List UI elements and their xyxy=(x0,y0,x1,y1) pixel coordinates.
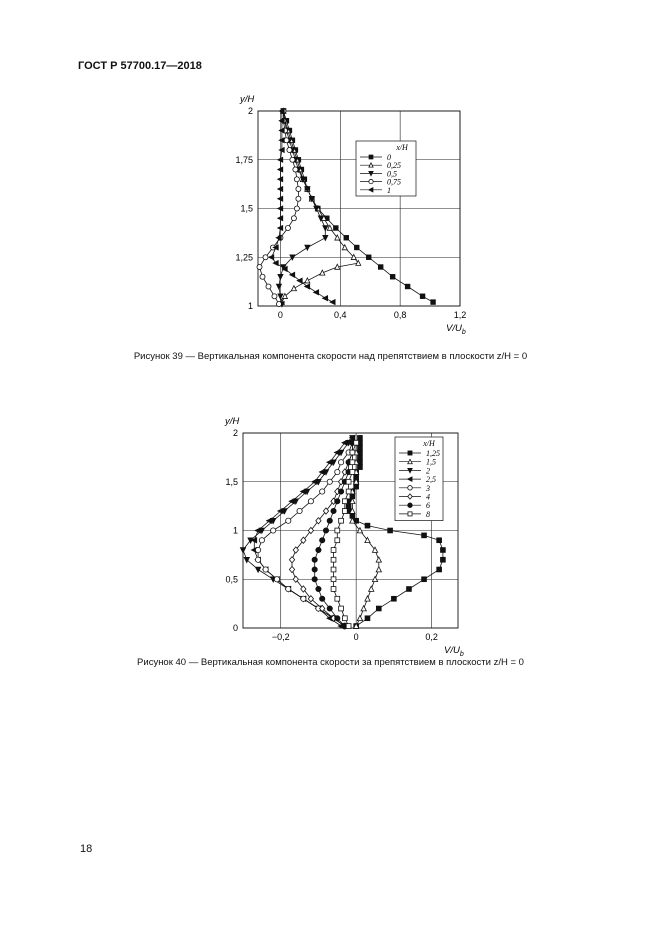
data-point xyxy=(357,615,362,620)
legend-entry: 4 xyxy=(426,492,430,502)
data-point xyxy=(305,245,310,250)
x-tick-label: 0,8 xyxy=(393,310,407,320)
data-point xyxy=(346,504,351,509)
legend-title: x/H xyxy=(423,439,435,448)
y-tick-label: 1,25 xyxy=(235,252,253,263)
y-tick-label: 0,5 xyxy=(225,574,238,585)
data-point xyxy=(334,226,339,231)
data-point xyxy=(289,557,294,563)
y-tick-label: 0 xyxy=(232,623,238,633)
legend-entry: 6 xyxy=(426,501,430,511)
legend-entry: 1,25 xyxy=(426,449,440,458)
data-point xyxy=(369,586,374,591)
data-point xyxy=(286,586,291,591)
data-point xyxy=(312,557,317,562)
data-point xyxy=(335,499,340,504)
data-point xyxy=(312,567,317,572)
x-tick-label: 0,4 xyxy=(334,310,347,320)
data-point xyxy=(335,469,340,474)
data-point xyxy=(278,274,283,279)
data-point xyxy=(376,557,381,562)
x-tick-label: 0 xyxy=(353,632,359,642)
data-point xyxy=(320,538,325,543)
legend-entry: 8 xyxy=(426,509,430,519)
data-point xyxy=(346,479,351,484)
data-point xyxy=(293,167,298,172)
data-point xyxy=(335,538,340,543)
legend-entry: 0,25 xyxy=(387,161,401,171)
data-point xyxy=(320,596,325,601)
y-tick-label: 1,5 xyxy=(225,476,238,487)
data-point xyxy=(365,523,370,528)
data-point xyxy=(330,300,335,305)
data-point xyxy=(338,489,343,494)
data-point xyxy=(320,489,325,494)
data-point xyxy=(290,157,295,162)
y-tick-label: 1 xyxy=(232,525,238,536)
data-point xyxy=(335,528,340,533)
data-point xyxy=(331,577,336,582)
x-tick-label: 0,2 xyxy=(425,632,438,642)
data-point xyxy=(308,499,313,504)
data-point xyxy=(342,509,347,514)
legend xyxy=(356,141,416,196)
data-point xyxy=(294,177,299,182)
data-point xyxy=(260,274,265,279)
x-tick-label: 1,2 xyxy=(453,310,467,320)
data-point xyxy=(240,548,245,553)
data-point xyxy=(327,518,332,523)
series-0 xyxy=(281,109,435,305)
data-point xyxy=(285,225,290,230)
legend-marker xyxy=(408,512,412,516)
data-point xyxy=(342,499,347,504)
data-point xyxy=(350,470,355,475)
legend-entry: 0,5 xyxy=(387,169,397,179)
series-1-5 xyxy=(350,440,382,629)
data-point xyxy=(366,255,371,260)
data-point xyxy=(407,587,412,592)
data-point xyxy=(297,508,302,513)
data-point xyxy=(335,596,340,601)
data-point xyxy=(331,587,336,592)
data-point xyxy=(358,445,363,450)
data-point xyxy=(339,518,344,523)
figure-40-caption: Рисунок 40 — Вертикальная компонента скорости за препятствием в плоскости z/H = 0 xyxy=(137,657,524,668)
data-point xyxy=(327,606,332,611)
data-point xyxy=(319,469,324,474)
data-point xyxy=(334,450,339,455)
chart-2 xyxy=(224,416,464,658)
legend-entry: 2,5 xyxy=(426,475,436,485)
data-point xyxy=(269,255,274,260)
data-point xyxy=(291,216,296,221)
data-point xyxy=(263,567,268,572)
data-point xyxy=(391,596,396,601)
y-tick-label: 2 xyxy=(232,428,238,438)
data-point xyxy=(335,616,340,621)
page-number: 18 xyxy=(80,843,93,855)
data-point xyxy=(287,147,292,152)
data-point xyxy=(422,533,427,538)
document-header: ГОСТ Р 57700.17—2018 xyxy=(78,60,202,72)
data-point xyxy=(339,606,344,611)
series-6 xyxy=(312,440,355,629)
data-point xyxy=(296,196,301,201)
x-axis-label: $V/U_b$ xyxy=(446,323,466,336)
data-point xyxy=(354,440,359,445)
legend-entry: 3 xyxy=(426,483,430,493)
data-point xyxy=(327,460,332,465)
data-point xyxy=(263,255,268,260)
x-tick-label: 0 xyxy=(277,310,283,320)
data-point xyxy=(420,294,425,299)
data-point xyxy=(358,465,363,470)
legend-entry: 2 xyxy=(426,466,430,476)
data-point xyxy=(405,284,410,289)
data-point xyxy=(378,265,383,270)
data-point xyxy=(316,586,321,591)
data-point xyxy=(323,235,328,240)
data-point xyxy=(312,577,317,582)
legend xyxy=(395,437,443,521)
data-point xyxy=(346,624,351,629)
data-point xyxy=(276,302,281,307)
data-point xyxy=(350,460,355,465)
y-tick-label: 1,75 xyxy=(235,154,253,165)
data-point xyxy=(344,235,349,240)
chart-1 xyxy=(235,94,466,336)
data-point xyxy=(437,567,442,572)
data-point xyxy=(358,435,363,440)
data-point xyxy=(320,270,325,275)
data-point xyxy=(296,186,301,191)
data-point xyxy=(431,300,436,305)
data-point xyxy=(274,577,279,582)
data-point xyxy=(361,606,366,611)
data-point xyxy=(255,557,260,562)
data-point xyxy=(255,547,260,552)
data-point xyxy=(291,286,296,291)
legend-entry: 0,75 xyxy=(387,177,401,187)
data-point xyxy=(388,528,393,533)
data-point xyxy=(259,538,264,543)
y-tick-label: 2 xyxy=(247,106,253,116)
data-point xyxy=(327,479,332,484)
series-line xyxy=(283,111,433,302)
data-point xyxy=(422,577,427,582)
data-point xyxy=(266,284,271,289)
data-point xyxy=(272,294,277,299)
figure-39-caption: Рисунок 39 — Вертикальная компонента скорости над препятствием в плоскости z/H = 0 xyxy=(133,351,528,362)
x-axis-label: $V/U_b$ xyxy=(444,645,464,658)
y-axis-label: y/H xyxy=(240,94,255,105)
data-point xyxy=(289,566,294,572)
data-point xyxy=(390,274,395,279)
data-point xyxy=(257,264,262,269)
legend-marker xyxy=(369,155,373,159)
y-tick-label: 1,5 xyxy=(240,203,253,214)
data-point xyxy=(365,616,370,621)
data-point xyxy=(271,528,276,533)
data-point xyxy=(331,567,336,572)
data-point xyxy=(316,547,321,552)
legend-marker xyxy=(408,486,412,490)
data-point xyxy=(441,548,446,553)
legend-entry: 1,5 xyxy=(426,457,436,467)
data-point xyxy=(331,508,336,513)
data-point xyxy=(284,138,289,143)
legend-marker xyxy=(369,179,373,183)
legend-entry: 1 xyxy=(387,185,391,195)
data-point xyxy=(441,557,446,562)
data-point xyxy=(255,567,260,572)
data-point xyxy=(437,538,442,543)
data-point xyxy=(376,567,381,572)
data-point xyxy=(342,440,347,445)
legend-title: x/H xyxy=(396,143,408,152)
legend-entry: 0 xyxy=(387,153,391,162)
x-tick-label: −0,2 xyxy=(271,632,290,642)
data-point xyxy=(342,616,347,621)
y-axis-label: y/H xyxy=(225,416,240,427)
data-point xyxy=(358,455,363,460)
data-point xyxy=(365,596,370,601)
data-point xyxy=(338,460,343,465)
data-point xyxy=(305,278,310,283)
data-point xyxy=(331,557,336,562)
data-point xyxy=(331,548,336,553)
y-tick-label: 1 xyxy=(247,301,253,311)
data-point xyxy=(255,528,260,533)
data-point xyxy=(294,206,299,211)
data-point xyxy=(354,245,359,250)
data-point xyxy=(376,606,381,611)
data-point xyxy=(323,528,328,533)
legend-marker xyxy=(408,503,412,507)
data-point xyxy=(350,450,355,455)
data-point xyxy=(286,518,291,523)
data-point xyxy=(346,489,351,494)
legend-marker xyxy=(408,451,412,455)
data-point xyxy=(273,261,278,266)
data-point xyxy=(301,596,306,601)
